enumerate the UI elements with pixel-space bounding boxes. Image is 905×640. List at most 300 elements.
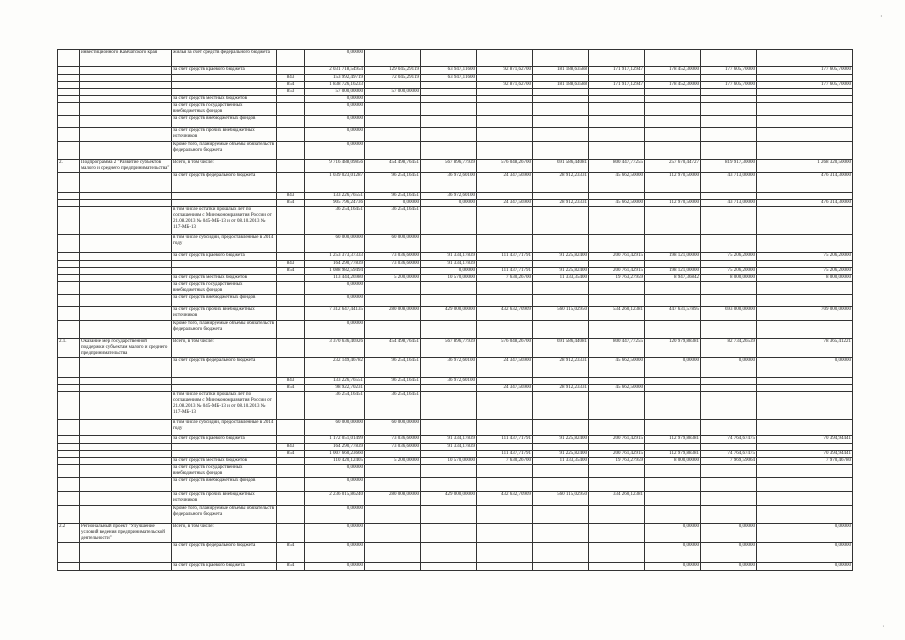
table-cell: 60 000,00000 [365,235,421,253]
table-cell: 178 452,30000 [645,82,701,89]
table-cell: 843 [277,261,305,268]
table-cell: 232 149,46782 [305,358,365,378]
table-cell: 800 447,77255 [589,339,645,358]
table-cell [58,444,80,451]
table-cell [58,67,80,75]
table-body [58,50,853,571]
table-cell [80,385,172,392]
table-cell [58,235,80,253]
table-cell [80,378,172,385]
table-row [58,207,853,235]
table-cell [277,506,305,524]
table-cell [365,563,421,571]
table-cell [757,378,853,385]
table-cell: 111 437,71791 [477,451,533,458]
table-cell [757,492,853,506]
table-cell: 1 007 660,23660 [305,451,365,458]
table-row [58,103,853,116]
table-cell [589,89,645,96]
table-cell: 0,00000 [305,142,365,160]
table-cell [80,128,172,142]
table-cell: 1 088 982,59494 [305,268,365,275]
table-cell [589,282,645,295]
table-cell: 177 605,70000 [701,67,757,75]
table-cell: 1 039 023,01287 [305,173,365,193]
table-cell [277,128,305,142]
table-cell: 843 [277,75,305,82]
table-cell [589,321,645,339]
table-row [58,563,853,571]
table-cell [645,378,701,385]
table-row [58,193,853,200]
table-cell [589,506,645,524]
table-cell: 91 334,17839 [421,436,477,444]
table-cell [589,207,645,235]
table-cell: 63 947,11600 [421,75,477,82]
table-row [58,282,853,295]
table-cell: 75 206,20000 [701,253,757,261]
table-cell: 153 992,49719 [305,75,365,82]
table-row [58,444,853,451]
table-cell: 28 912,23331 [533,173,589,193]
table-cell: 853 [277,89,305,96]
table-cell [277,142,305,160]
table-cell [757,506,853,524]
table-cell: 9 716 488,09856 [305,160,365,173]
table-cell [701,378,757,385]
table-cell: 0,00000 [701,524,757,543]
table-cell [277,253,305,261]
table-cell [533,543,589,563]
table-cell: 0,00000 [757,358,853,378]
table-cell [701,128,757,142]
table-cell [589,524,645,543]
table-cell [589,563,645,571]
table-cell [757,478,853,492]
table-cell [477,420,533,436]
table-cell [421,478,477,492]
table-cell [80,96,172,103]
table-cell [645,207,701,235]
table-cell: 78 365,41221 [757,339,853,358]
table-cell: 60 000,00000 [305,235,365,253]
table-cell: 177 605,70000 [701,82,757,89]
table-cell [58,506,80,524]
table-cell [701,235,757,253]
table-cell [645,282,701,295]
table-cell [277,307,305,321]
table-cell [58,451,80,458]
table-cell: 0,00000 [305,295,365,307]
table-cell: 5 200,00000 [365,458,421,465]
table-cell [421,465,477,478]
table-cell [80,235,172,253]
table-cell [757,444,853,451]
table-cell [589,128,645,142]
table-cell [277,458,305,465]
table-cell: 854 [277,268,305,275]
table-cell [58,128,80,142]
table-cell: 854 [277,451,305,458]
table-cell: 164 290,77839 [305,261,365,268]
table-cell: 45 662,50000 [589,200,645,207]
table-cell [365,128,421,142]
table-cell: 200 761,42915 [589,268,645,275]
table-cell: 91 334,17839 [421,253,477,261]
table-cell [421,207,477,235]
table-cell: 819 917,30000 [701,160,757,173]
table-cell [277,275,305,282]
table-cell: 57 000,00000 [365,89,421,96]
table-cell [421,506,477,524]
table-cell: 36 254,16451 [305,392,365,420]
table-cell: 10 570,00000 [421,275,477,282]
table-cell: 567 896,77939 [421,339,477,358]
table-cell [477,295,533,307]
table-cell [172,200,277,207]
table-cell: 476 314,30000 [757,173,853,193]
table-cell: за счет средств краевого бюджета [172,253,277,261]
table-cell: 7 630,26700 [477,458,533,465]
table-cell [757,465,853,478]
table-cell [589,50,645,67]
table-cell [421,392,477,420]
table-cell [589,142,645,160]
table-cell [277,67,305,75]
table-cell: 11 333,35400 [533,458,589,465]
table-row [58,116,853,128]
table-cell [277,96,305,103]
table-cell [477,50,533,67]
table-cell [277,339,305,358]
table-cell [58,193,80,200]
table-cell [701,392,757,420]
table-cell [80,253,172,261]
table-cell: 28 912,23331 [533,200,589,207]
table-cell: 112 970,50000 [645,200,701,207]
table-cell [58,385,80,392]
table-cell [421,543,477,563]
table-row [58,160,853,173]
table-cell [365,385,421,392]
table-cell: 112 979,88381 [645,451,701,458]
table-cell: 177 605,70000 [757,67,853,75]
table-cell [172,451,277,458]
table-cell: Региональный проект "Улучшение условий ведения предпринимательской деятельности" [80,524,172,543]
table-cell: 36 254,16451 [365,392,421,420]
table-row [58,295,853,307]
table-cell [533,207,589,235]
table-cell [533,506,589,524]
table-cell [58,295,80,307]
table-cell [80,451,172,458]
table-cell [58,200,80,207]
table-cell: 0,00000 [701,358,757,378]
table-cell [277,50,305,67]
table-cell [645,96,701,103]
table-cell: в том числе субсидии, предоставленные в 2014 году [172,420,277,436]
scan-mark-bottom: ˙ [882,624,885,633]
table-row [58,50,853,67]
table-cell: 576 048,26700 [477,160,533,173]
table-cell [58,50,80,67]
table-row [58,321,853,339]
table-cell: за счет средств прочих внебюджетных источников [172,492,277,506]
table-cell [421,116,477,128]
table-cell: 36 254,16451 [305,207,365,235]
table-cell [757,116,853,128]
table-row [58,82,853,89]
table-row [58,385,853,392]
table-cell [533,420,589,436]
table-cell: 0,00000 [421,268,477,275]
table-cell [421,563,477,571]
table-cell [80,307,172,321]
table-cell [365,506,421,524]
table-cell: 0,00000 [305,50,365,67]
table-cell [277,478,305,492]
table-cell: 476 314,30000 [757,200,853,207]
table-cell [533,392,589,420]
table-cell [58,358,80,378]
table-cell [477,506,533,524]
table-cell [80,465,172,478]
table-cell [80,268,172,275]
table-cell [533,235,589,253]
table-cell [477,543,533,563]
table-cell: Подпрограмма 2 "Развитие субъектов малого и среднего предпринимательства" [80,160,172,173]
table-cell [421,128,477,142]
table-cell: 57 000,00000 [305,89,365,96]
table-cell: 92 871,62700 [477,67,533,75]
table-cell [277,116,305,128]
table-cell: 0,00000 [305,116,365,128]
table-cell: 0,00000 [305,96,365,103]
table-cell [80,173,172,193]
table-cell: 0,00000 [305,524,365,543]
table-cell [757,392,853,420]
table-cell: 133 226,76551 [305,193,365,200]
table-cell [645,89,701,96]
table-cell: 0,00000 [305,321,365,339]
table-cell: в том числе остатки прошлых лет по соглашениям с Минэкономразвития России от 21.08.2013 № 045-МБ-13 и от 08.10.2013 № 117-МБ-13 [172,392,277,420]
table-cell [757,295,853,307]
table-cell [277,295,305,307]
table-cell [365,82,421,89]
table-cell [277,358,305,378]
table-cell [58,307,80,321]
table-cell [701,207,757,235]
table-cell: 24 347,56900 [477,385,533,392]
table-cell [533,142,589,160]
table-cell [80,193,172,200]
table-cell [477,563,533,571]
table-cell [533,478,589,492]
table-cell [589,478,645,492]
table-cell: 74 764,67475 [701,451,757,458]
table-cell: 75 206,20000 [757,268,853,275]
table-cell [80,103,172,116]
table-cell [589,96,645,103]
table-cell [477,478,533,492]
table-cell: 133 226,76551 [305,378,365,385]
table-cell: 5 200,00000 [365,275,421,282]
table-cell: за счет средств государственных внебюджетных фондов [172,282,277,295]
table-row [58,275,853,282]
table-cell: 2. [58,160,80,173]
table-cell [645,492,701,506]
table-cell [589,543,645,563]
table-cell: 181 188,63588 [533,67,589,75]
table-cell: Всего, в том числе: [172,524,277,543]
table-cell: 0,00000 [305,478,365,492]
table-cell [58,103,80,116]
table-cell: за счет средств федерального бюджета [172,173,277,193]
table-cell [421,295,477,307]
table-cell: 120 979,88381 [645,339,701,358]
table-row [58,307,853,321]
table-cell: 560 115,02950 [533,492,589,506]
table-row [58,358,853,378]
table-cell [477,444,533,451]
table-cell [58,378,80,385]
table-cell: за счет средств внебюджетных фондов [172,295,277,307]
table-cell: 45 662,50000 [589,385,645,392]
table-cell [172,261,277,268]
table-row [58,339,853,358]
table-cell [701,89,757,96]
table-row [58,378,853,385]
table-cell: 112 979,88381 [645,436,701,444]
table-cell: 8 000,00000 [645,458,701,465]
table-cell [533,465,589,478]
table-cell [589,103,645,116]
table-cell [80,282,172,295]
table-cell [757,75,853,82]
table-cell [58,436,80,444]
table-row [58,173,853,193]
table-cell [645,193,701,200]
table-cell [58,268,80,275]
table-cell [701,492,757,506]
table-cell [421,420,477,436]
table-cell: 0,00000 [305,506,365,524]
table-cell [589,193,645,200]
table-cell: 0,00000 [365,200,421,207]
table-cell [277,392,305,420]
table-cell [701,193,757,200]
table-row [58,67,853,75]
table-cell: 429 000,00000 [421,492,477,506]
table-cell [80,67,172,75]
table-cell: 198 121,00000 [645,253,701,261]
table-cell: 72 045,29119 [365,75,421,82]
table-cell: 447 631,57895 [645,307,701,321]
table-cell [365,116,421,128]
table-cell [701,295,757,307]
table-cell [365,268,421,275]
table-cell: за счет средств местных бюджетов [172,458,277,465]
table-cell [421,50,477,67]
table-cell [477,193,533,200]
table-cell: 200 761,42915 [589,253,645,261]
table-row [58,75,853,82]
table-cell [477,524,533,543]
table-cell [58,207,80,235]
table-row [58,142,853,160]
table-cell [80,321,172,339]
table-cell [365,50,421,67]
table-cell [277,103,305,116]
table-cell: 24 347,56900 [477,200,533,207]
table-cell [645,385,701,392]
table-cell [58,478,80,492]
table-cell: 854 [277,563,305,571]
table-cell: 36 972,60100 [421,173,477,193]
table-cell: 7 312 647,44135 [305,307,365,321]
table-cell [421,235,477,253]
table-cell: 73 036,60000 [365,436,421,444]
table-cell: 429 000,00000 [421,307,477,321]
table-cell [277,282,305,295]
table-cell: Оказание мер государственной поддержки субъектам малого и среднего предпринимательства [80,339,172,358]
table-cell [277,207,305,235]
table-cell: 200 761,42915 [589,451,645,458]
table-cell: Кроме того, планируемые объемы обязательств федерального бюджета [172,321,277,339]
table-cell: 534 260,12381 [589,307,645,321]
table-cell: 0,00000 [701,543,757,563]
table-cell: 854 [277,385,305,392]
table-cell [757,420,853,436]
table-cell: 560 115,02950 [533,307,589,321]
table-cell: 43 713,00000 [701,200,757,207]
table-cell [533,50,589,67]
table-cell: 19 763,27959 [589,275,645,282]
table-row [58,253,853,261]
table-cell: 171 917,12947 [589,67,645,75]
table-cell [645,444,701,451]
table-cell [533,75,589,82]
table-cell: Всего, в том числе: [172,339,277,358]
table-cell [421,142,477,160]
table-cell [757,89,853,96]
table-cell [701,142,757,160]
table-cell [172,82,277,89]
table-cell: Кроме того, планируемые объемы обязательств федерального бюджета [172,506,277,524]
table-row [58,420,853,436]
table-cell [58,563,80,571]
table-cell: 75 206,20000 [757,253,853,261]
table-cell [421,82,477,89]
table-cell [701,420,757,436]
table-cell: 70 394,94441 [757,451,853,458]
table-cell: 74 764,67475 [701,436,757,444]
table-cell: 0,00000 [701,563,757,571]
table-cell [533,128,589,142]
table-cell [757,261,853,268]
table-cell: 200 761,42915 [589,436,645,444]
table-cell: за счет средств местных бюджетов [172,275,277,282]
table-cell: 60 000,00000 [305,420,365,436]
table-cell [701,506,757,524]
table-cell [477,207,533,235]
table-cell: 96 254,16451 [365,193,421,200]
table-cell [757,385,853,392]
table-cell [589,295,645,307]
table-cell [477,96,533,103]
table-row [58,261,853,268]
table-cell [58,392,80,420]
